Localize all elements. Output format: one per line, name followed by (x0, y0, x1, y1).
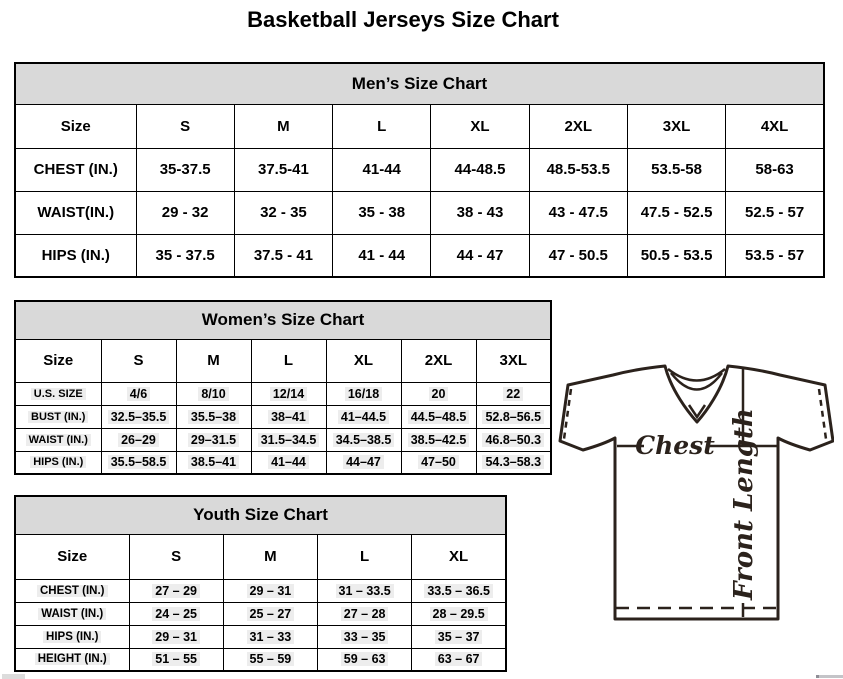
size-value-cell: 29 – 31 (223, 579, 317, 602)
row-label: U.S. SIZE (15, 382, 101, 405)
size-value-cell: 35.5–38 (176, 405, 251, 428)
size-value-cell: 33.5 – 36.5 (412, 579, 506, 602)
size-value-cell: 41–44 (251, 451, 326, 474)
size-value-cell: 59 – 63 (318, 648, 412, 671)
size-value-cell: 24 – 25 (129, 602, 223, 625)
size-value-cell: 58-63 (726, 148, 824, 191)
youth_chart-title: Youth Size Chart (15, 496, 506, 534)
row-label: CHEST (IN.) (15, 579, 129, 602)
mens-size-table (14, 62, 825, 278)
size-value-cell: 31 – 33.5 (318, 579, 412, 602)
size-value-cell: 27 – 28 (318, 602, 412, 625)
size-value-cell: 50.5 - 53.5 (627, 234, 725, 277)
size-value-cell: 33 – 35 (318, 625, 412, 648)
size-value-cell: 12/14 (251, 382, 326, 405)
size-value-cell: 35 - 38 (333, 191, 431, 234)
size-value-cell: 8/10 (176, 382, 251, 405)
size-value-cell: 55 – 59 (223, 648, 317, 671)
size-value-cell: 16/18 (326, 382, 401, 405)
row-label: WAIST (IN.) (15, 602, 129, 625)
size-value-cell: 37.5-41 (234, 148, 332, 191)
size-value-cell: 29 - 32 (136, 191, 234, 234)
column-header: XL (326, 339, 401, 382)
column-header: S (129, 534, 223, 579)
column-header: 2XL (401, 339, 476, 382)
column-header: S (136, 104, 234, 148)
size-value-cell: 44 - 47 (431, 234, 529, 277)
column-header: M (234, 104, 332, 148)
size-value-cell: 20 (401, 382, 476, 405)
size-value-cell: 29 – 31 (129, 625, 223, 648)
row-label: HIPS (IN.) (15, 234, 136, 277)
column-header: L (251, 339, 326, 382)
youth-size-table (14, 495, 507, 672)
column-header: Size (15, 534, 129, 579)
column-header: XL (431, 104, 529, 148)
row-label: BUST (IN.) (15, 405, 101, 428)
size-value-cell: 38.5–42.5 (401, 428, 476, 451)
size-value-cell: 41–44.5 (326, 405, 401, 428)
scrollbar-thumb-fragment[interactable] (816, 675, 843, 678)
column-header: Size (15, 339, 101, 382)
column-header: M (223, 534, 317, 579)
size-value-cell: 51 – 55 (129, 648, 223, 671)
size-value-cell: 41 - 44 (333, 234, 431, 277)
size-value-cell: 28 – 29.5 (412, 602, 506, 625)
column-header: 3XL (627, 104, 725, 148)
size-value-cell: 32 - 35 (234, 191, 332, 234)
size-value-cell: 38.5–41 (176, 451, 251, 474)
size-value-cell: 27 – 29 (129, 579, 223, 602)
size-value-cell: 35 - 37.5 (136, 234, 234, 277)
size-value-cell: 53.5-58 (627, 148, 725, 191)
row-label: CHEST (IN.) (15, 148, 136, 191)
size-value-cell: 35.5–58.5 (101, 451, 176, 474)
size-value-cell: 35-37.5 (136, 148, 234, 191)
size-value-cell: 38 - 43 (431, 191, 529, 234)
row-label: HIPS (IN.) (15, 625, 129, 648)
size-value-cell: 43 - 47.5 (529, 191, 627, 234)
size-value-cell: 44–47 (326, 451, 401, 474)
size-value-cell: 47 - 50.5 (529, 234, 627, 277)
size-value-cell: 29–31.5 (176, 428, 251, 451)
column-header: 4XL (726, 104, 824, 148)
chest-measure-label: Chest (635, 431, 715, 460)
row-label: HIPS (IN.) (15, 451, 101, 474)
column-header: M (176, 339, 251, 382)
column-header: 3XL (476, 339, 551, 382)
column-header: L (318, 534, 412, 579)
size-value-cell: 41-44 (333, 148, 431, 191)
size-value-cell: 52.5 - 57 (726, 191, 824, 234)
size-value-cell: 48.5-53.5 (529, 148, 627, 191)
front-length-measure-label: Front Length (729, 408, 759, 600)
size-value-cell: 4/6 (101, 382, 176, 405)
size-value-cell: 47–50 (401, 451, 476, 474)
size-value-cell: 35 – 37 (412, 625, 506, 648)
size-value-cell: 22 (476, 382, 551, 405)
size-value-cell: 46.8–50.3 (476, 428, 551, 451)
size-value-cell: 34.5–38.5 (326, 428, 401, 451)
column-header: 2XL (529, 104, 627, 148)
size-value-cell: 53.5 - 57 (726, 234, 824, 277)
size-value-cell: 38–41 (251, 405, 326, 428)
size-value-cell: 44-48.5 (431, 148, 529, 191)
womens-size-table (14, 300, 552, 475)
column-header: XL (412, 534, 506, 579)
size-value-cell: 44.5–48.5 (401, 405, 476, 428)
size-value-cell: 52.8–56.5 (476, 405, 551, 428)
row-label: HEIGHT (IN.) (15, 648, 129, 671)
scrollbar-fragment[interactable] (2, 674, 25, 679)
size-value-cell: 37.5 - 41 (234, 234, 332, 277)
row-label: WAIST (IN.) (15, 428, 101, 451)
jersey-measurement-diagram (556, 360, 834, 626)
jersey-outline-icon (556, 360, 834, 626)
column-header: L (333, 104, 431, 148)
size-value-cell: 31.5–34.5 (251, 428, 326, 451)
column-header: S (101, 339, 176, 382)
row-label: WAIST(IN.) (15, 191, 136, 234)
size-value-cell: 26–29 (101, 428, 176, 451)
size-value-cell: 63 – 67 (412, 648, 506, 671)
size-value-cell: 25 – 27 (223, 602, 317, 625)
column-header: Size (15, 104, 136, 148)
size-value-cell: 47.5 - 52.5 (627, 191, 725, 234)
size-value-cell: 32.5–35.5 (101, 405, 176, 428)
womens_chart-title: Women’s Size Chart (15, 301, 551, 339)
page-title: Basketball Jerseys Size Chart (247, 7, 559, 32)
size-value-cell: 31 – 33 (223, 625, 317, 648)
mens_chart-title: Men’s Size Chart (15, 63, 824, 104)
size-value-cell: 54.3–58.3 (476, 451, 551, 474)
